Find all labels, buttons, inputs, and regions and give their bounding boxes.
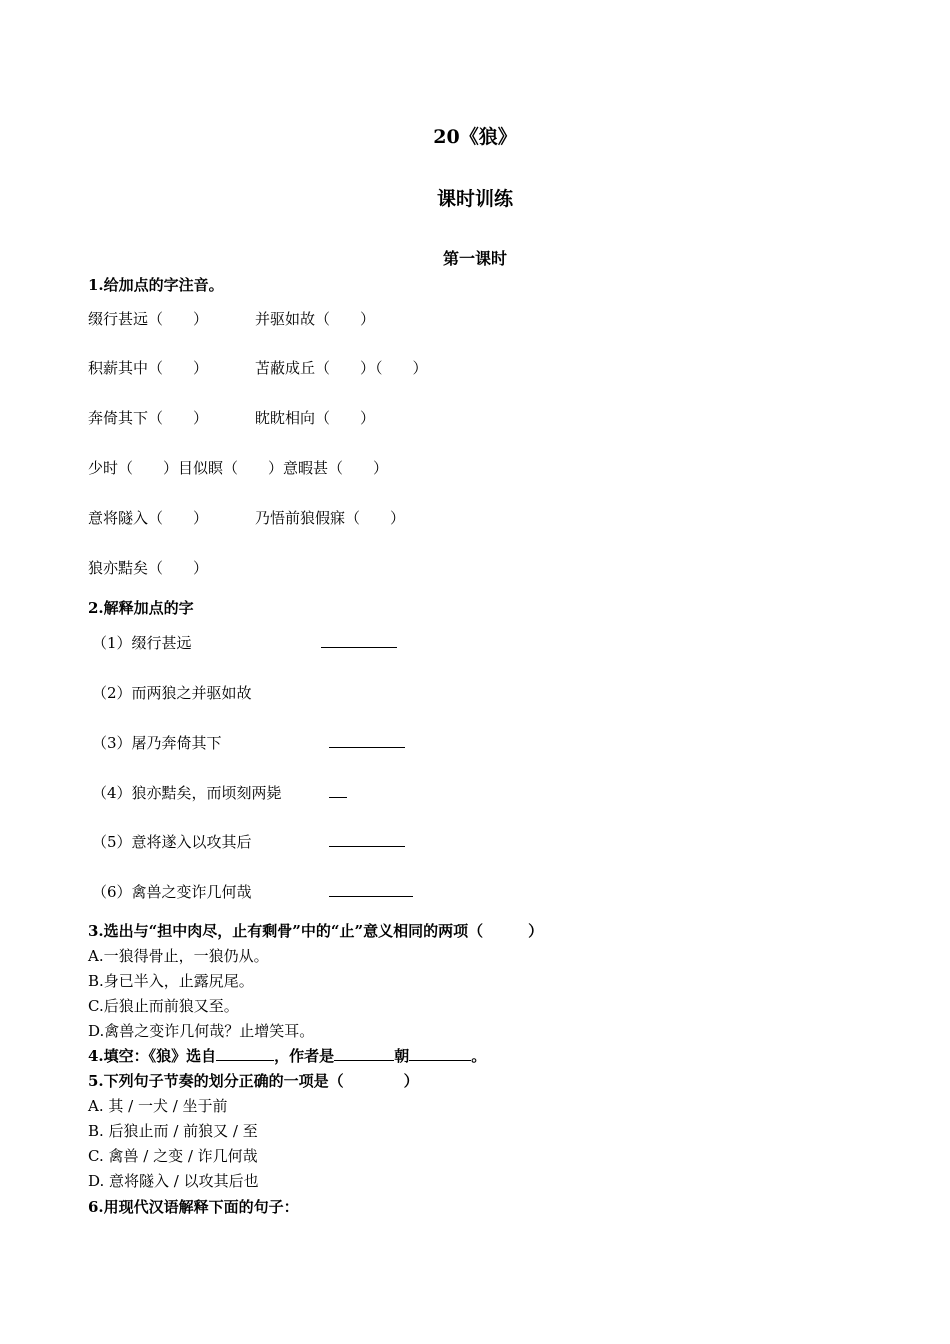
q3-option-d: D.禽兽之变诈几何哉？止增笑耳。 [88, 1022, 315, 1040]
answer-blank[interactable] [329, 832, 405, 851]
q5-option-a: A. 其 / 一犬 / 坐于前 [88, 1097, 228, 1115]
answer-blank[interactable] [216, 1046, 274, 1061]
answer-blank[interactable] [329, 882, 413, 901]
q1-item: 积薪其中（ ） [88, 359, 209, 377]
q4-mid1: ，作者是 [274, 1047, 335, 1065]
q1-item: 少时（ ）目似瞑（ ）意暇甚（ ） [88, 459, 389, 477]
q1-item: 眈眈相向（ ） [255, 409, 376, 427]
q2-item: （6）禽兽之变诈几何哉 [92, 883, 252, 901]
q3-option-a: A.一狼得骨止，一狼仍从。 [88, 947, 269, 965]
question-4-prompt [88, 1045, 486, 1066]
question-2-prompt: 2.解释加点的字 [88, 599, 194, 617]
answer-blank[interactable] [329, 783, 347, 802]
page-subtitle: 课时训练 [436, 188, 513, 210]
answer-blank[interactable] [334, 1046, 394, 1061]
q1-item: 意将隧入（ ） [88, 509, 209, 527]
answer-blank[interactable] [321, 633, 397, 652]
q2-item: （3）屠乃奔倚其下 [92, 734, 222, 752]
lesson-heading: 第一课时 [442, 249, 507, 268]
q2-item: （4）狼亦黠矣，而顷刻两毙 [92, 784, 282, 802]
q2-item: （2）而两狼之并驱如故 [92, 684, 252, 702]
question-3-prompt: 3.选出与“担中肉尽，止有剩骨”中的“止”意义相同的两项（ ） [88, 922, 544, 940]
q3-option-c: C.后狼止而前狼又至。 [88, 997, 239, 1015]
question-1-prompt: 1.给加点的字注音。 [88, 276, 224, 294]
page-title: 20《狼》 [433, 126, 517, 148]
question-6-prompt: 6.用现代汉语解释下面的句子： [88, 1198, 299, 1216]
q4-suffix: 。 [471, 1047, 487, 1065]
q5-option-d: D. 意将隧入 / 以攻其后也 [88, 1172, 259, 1190]
q2-item: （1）缀行甚远 [92, 634, 192, 652]
q1-item: 苫蔽成丘（ ）（ ） [255, 359, 428, 377]
q1-item: 缀行甚远（ ） [88, 310, 209, 328]
q5-option-c: C. 禽兽 / 之变 / 诈几何哉 [88, 1147, 258, 1165]
answer-blank[interactable] [329, 733, 405, 752]
answer-blank[interactable] [409, 1046, 471, 1061]
q3-option-b: B.身已半入，止露尻尾。 [88, 972, 254, 990]
q4-mid2: 朝 [394, 1047, 410, 1065]
q2-item: （5）意将遂入以攻其后 [92, 833, 252, 851]
q1-item: 乃悟前狼假寐（ ） [255, 509, 406, 527]
q1-item: 狼亦黠矣（ ） [88, 559, 209, 577]
q4-prefix: 4.填空：《狼》选自 [88, 1047, 217, 1065]
question-5-prompt: 5.下列句子节奏的划分正确的一项是（ ） [88, 1072, 419, 1090]
q5-option-b: B. 后狼止而 / 前狼又 / 至 [88, 1122, 258, 1140]
q1-item: 并驱如故（ ） [255, 310, 376, 328]
q1-item: 奔倚其下（ ） [88, 409, 209, 427]
